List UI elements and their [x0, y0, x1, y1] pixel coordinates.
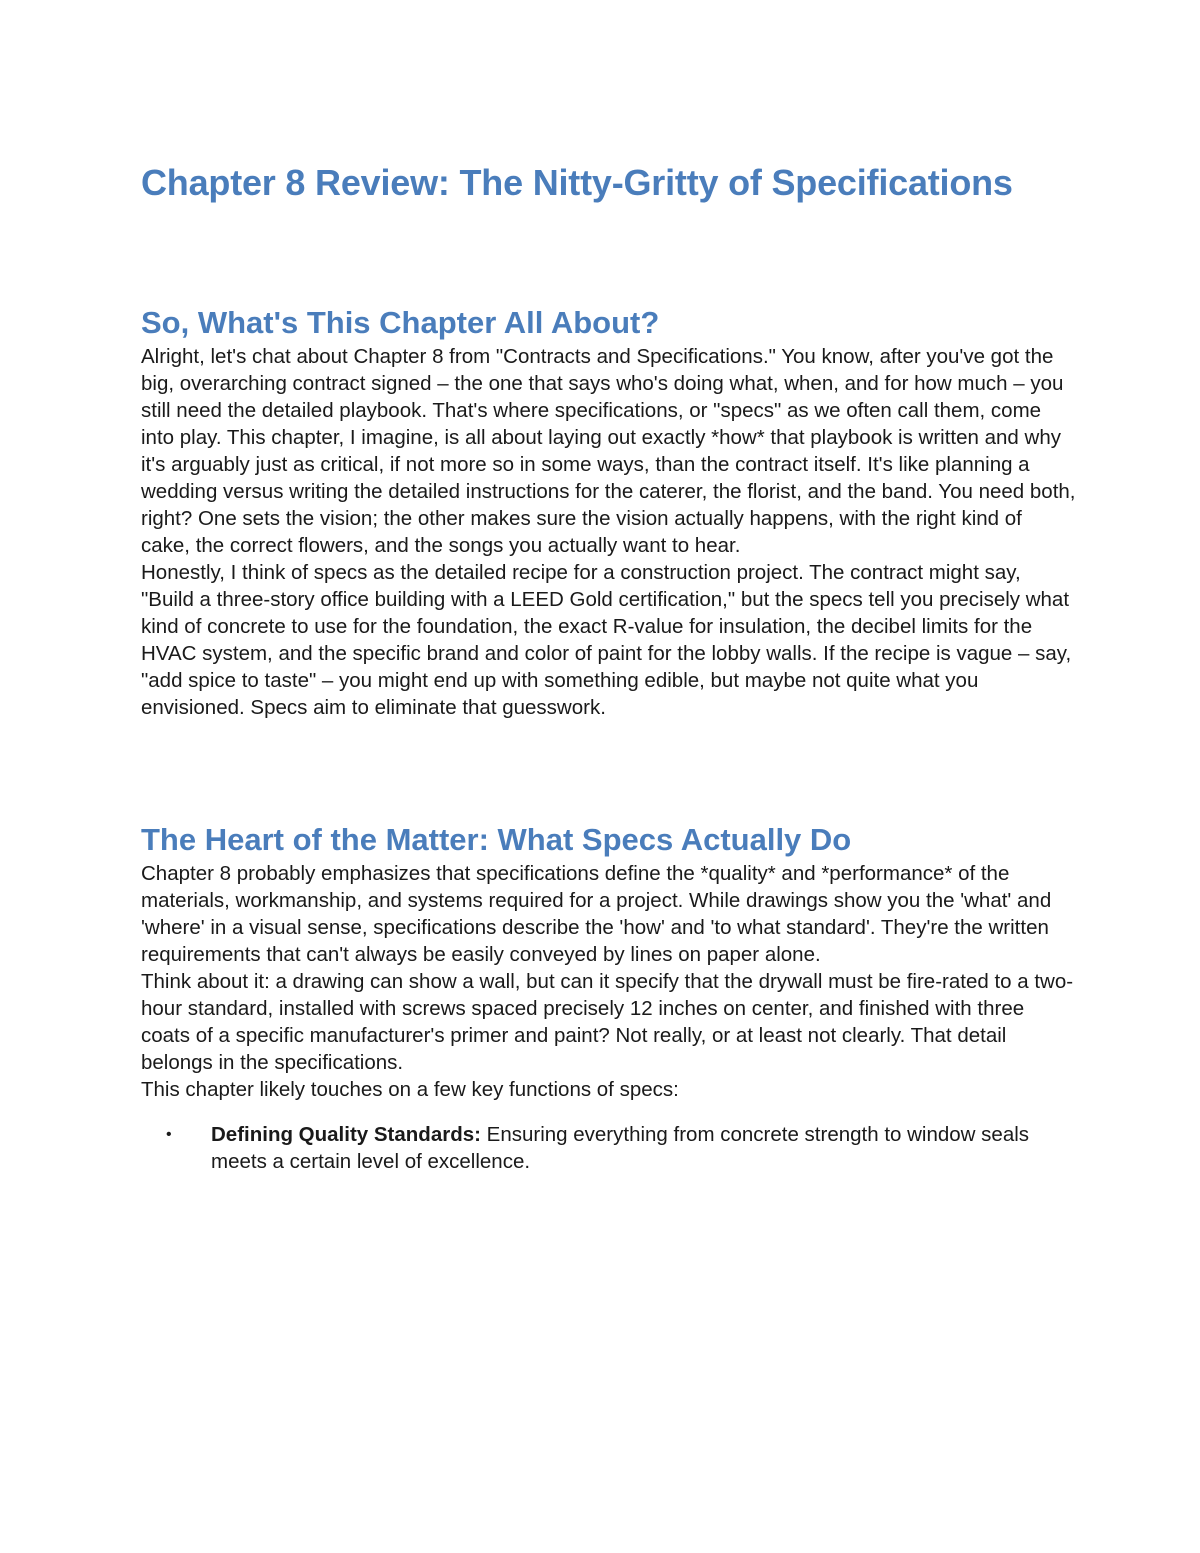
document-title: Chapter 8 Review: The Nitty-Gritty of Specifications [141, 162, 1013, 203]
list-item-term: Defining Quality Standards: [211, 1123, 481, 1146]
paragraph-chapter-intro: Alright, let's chat about Chapter 8 from "Contracts and Specifications." You know, after you've got the big, overarching contract signed – the one that says who's doing what, when, and for how much – you still need the detailed playbook. That's where specifications, or "specs" as we often call them, come into play. This chapter, I imagine, is all about laying out exactly *how* that playbook is written and why it's arguably just as critical, if not more so in some ways, than the contract itself. It's like planning a wedding versus writing the detailed instructions for the caterer, the florist, and the band. You need both, right? One sets the vision; the other makes sure the vision actually happens, with the right kind of cake, the correct flowers, and the songs you actually want to hear. [141, 345, 1076, 557]
section-heading-chapter-about: So, What's This Chapter All About? [141, 305, 660, 340]
paragraph-quality-performance: Chapter 8 probably emphasizes that specifications define the *quality* and *performance* of the materials, workmanship, and systems required for a project. While drawings show you the 'what' and 'where' in a visual sense, specifications describe the 'how' and 'to what standard'. They're the written requirements that can't always be easily conveyed by lines on paper alone. [141, 862, 1052, 966]
bullet-icon: • [166, 1126, 172, 1143]
list-item-text: Ensuring everything from concrete strength to window seals meets a certain level of excellence. [211, 1123, 1030, 1173]
section-heading-what-specs-do: The Heart of the Matter: What Specs Actually Do [141, 822, 852, 857]
document-body [141, 160, 1076, 1175]
paragraph-specs-recipe: Honestly, I think of specs as the detailed recipe for a construction project. The contract might say, "Build a three-story office building with a LEED Gold certification," but the specs tell you precisely what kind of concrete to use for the foundation, the exact R-value for insulation, the decibel limits for the HVAC system, and the specific brand and color of paint for the lobby walls. If the recipe is vague – say, "add spice to taste" – you might end up with something edible, but maybe not quite what you envisioned. Specs aim to eliminate that guesswork. [141, 561, 1072, 719]
list-item [141, 1121, 1076, 1175]
paragraph-key-functions-intro: This chapter likely touches on a few key functions of specs: [141, 1078, 679, 1101]
key-functions-list [141, 1121, 1076, 1175]
paragraph-drywall-example: Think about it: a drawing can show a wall, but can it specify that the drywall must be fire-rated to a two-hour standard, installed with screws spaced precisely 12 inches on center, and finished with three coats of a specific manufacturer's primer and paint? Not really, or at least not clearly. That detail belongs in the specifications. [141, 970, 1074, 1074]
